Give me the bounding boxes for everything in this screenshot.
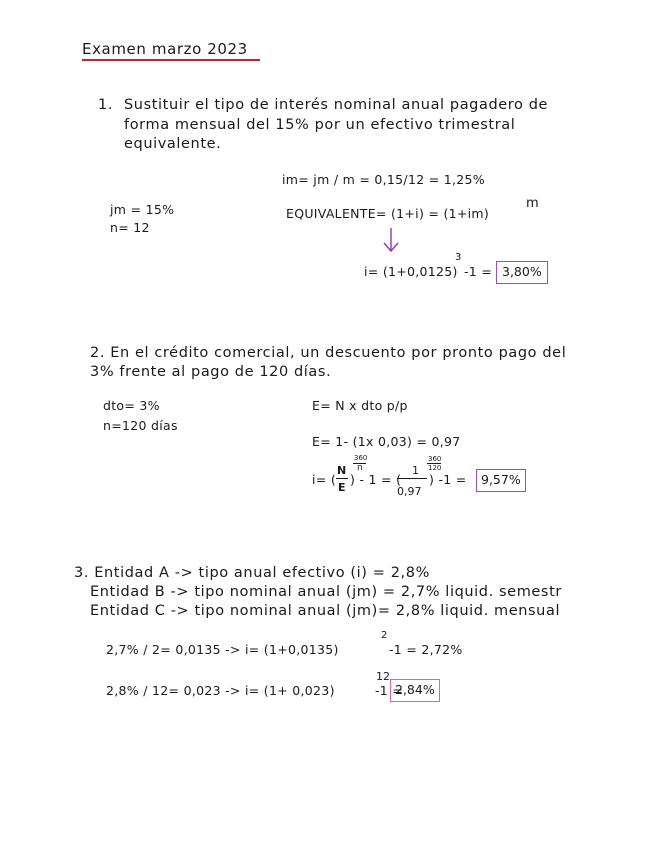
- q2-given-n: n=120 días: [103, 418, 178, 433]
- q2-statement-line-1: 2. En el crédito comercial, un descuento por pronto pago del: [90, 345, 567, 361]
- q1-answer-box: 3,80%: [496, 261, 548, 284]
- q2-exp2-top: 360: [428, 455, 442, 463]
- q1-exp-m: m: [526, 196, 539, 211]
- q2-eq-mid: ) - 1 = (: [350, 472, 402, 487]
- q3-calc-b: 2,7% / 2= 0,0135 -> i= (1+0,0135): [106, 642, 339, 657]
- q3-entity-b: Entidad B -> tipo nominal anual (jm) = 2,7% liquid. semestr: [90, 584, 562, 600]
- q3-calc-b-exp: 2: [381, 630, 388, 641]
- q1-statement-line-2: forma mensual del 15% por un efectivo trimestral: [124, 117, 516, 133]
- q1-eq-equivalente: EQUIVALENTE= (1+i) = (1+im): [286, 206, 490, 221]
- q2-frac-den-097: 0,97: [397, 485, 422, 498]
- q2-eq-i-prefix: i= (: [312, 472, 336, 487]
- q3-calc-c: 2,8% / 12= 0,023 -> i= (1+ 0,023): [106, 683, 335, 698]
- q1-number: 1.: [98, 97, 114, 113]
- q1-exp-3: 3: [455, 252, 462, 263]
- q2-frac-bar-1: [336, 478, 348, 479]
- q2-exp-frac-bottom: n: [357, 463, 363, 473]
- title-underline: [82, 59, 260, 61]
- q1-given-jm: jm = 15%: [110, 202, 175, 217]
- q2-eq-E: E= N x dto p/p: [312, 398, 408, 413]
- q2-eq-E2: E= 1- (1x 0,03) = 0,97: [312, 434, 461, 449]
- q1-statement-line-1: Sustituir el tipo de interés nominal anual pagadero de: [124, 97, 549, 113]
- q3-calc-b-tail: -1 = 2,72%: [389, 642, 463, 657]
- down-arrow-icon: [381, 226, 401, 256]
- q3-entity-c: Entidad C -> tipo nominal anual (jm)= 2,8% liquid. mensual: [90, 603, 561, 619]
- q3-calc-c-exp: 12: [376, 670, 390, 683]
- q1-statement-line-3: equivalente.: [124, 136, 222, 152]
- page-title: Examen marzo 2023: [82, 40, 248, 58]
- q2-exp-frac-top: 360: [354, 454, 368, 462]
- q1-eq-im: im= jm / m = 0,15/12 = 1,25%: [282, 172, 485, 187]
- q2-frac-den-E: E: [338, 481, 346, 494]
- q1-given-n: n= 12: [110, 220, 150, 235]
- q2-exp2-bottom: 120: [428, 464, 442, 472]
- q3-calc-c-tail: -1 =: [375, 683, 404, 698]
- q3-answer-box: 2,84%: [390, 679, 440, 702]
- q2-given-dto: dto= 3%: [103, 398, 160, 413]
- q2-frac-num-N: N: [337, 464, 347, 477]
- q1-eq-i: i= (1+0,0125): [364, 264, 458, 279]
- q1-eq-i-tail: -1 =: [464, 264, 493, 279]
- q2-eq-tail: ) -1 =: [429, 472, 467, 487]
- q2-frac-num-1: 1: [412, 464, 419, 477]
- q2-frac-bar-2: [397, 478, 427, 479]
- q3-entity-a: 3. Entidad A -> tipo anual efectivo (i) = 2,8%: [74, 565, 430, 581]
- q2-statement-line-2: 3% frente al pago de 120 días.: [90, 364, 332, 380]
- q2-answer-box: 9,57%: [476, 469, 526, 492]
